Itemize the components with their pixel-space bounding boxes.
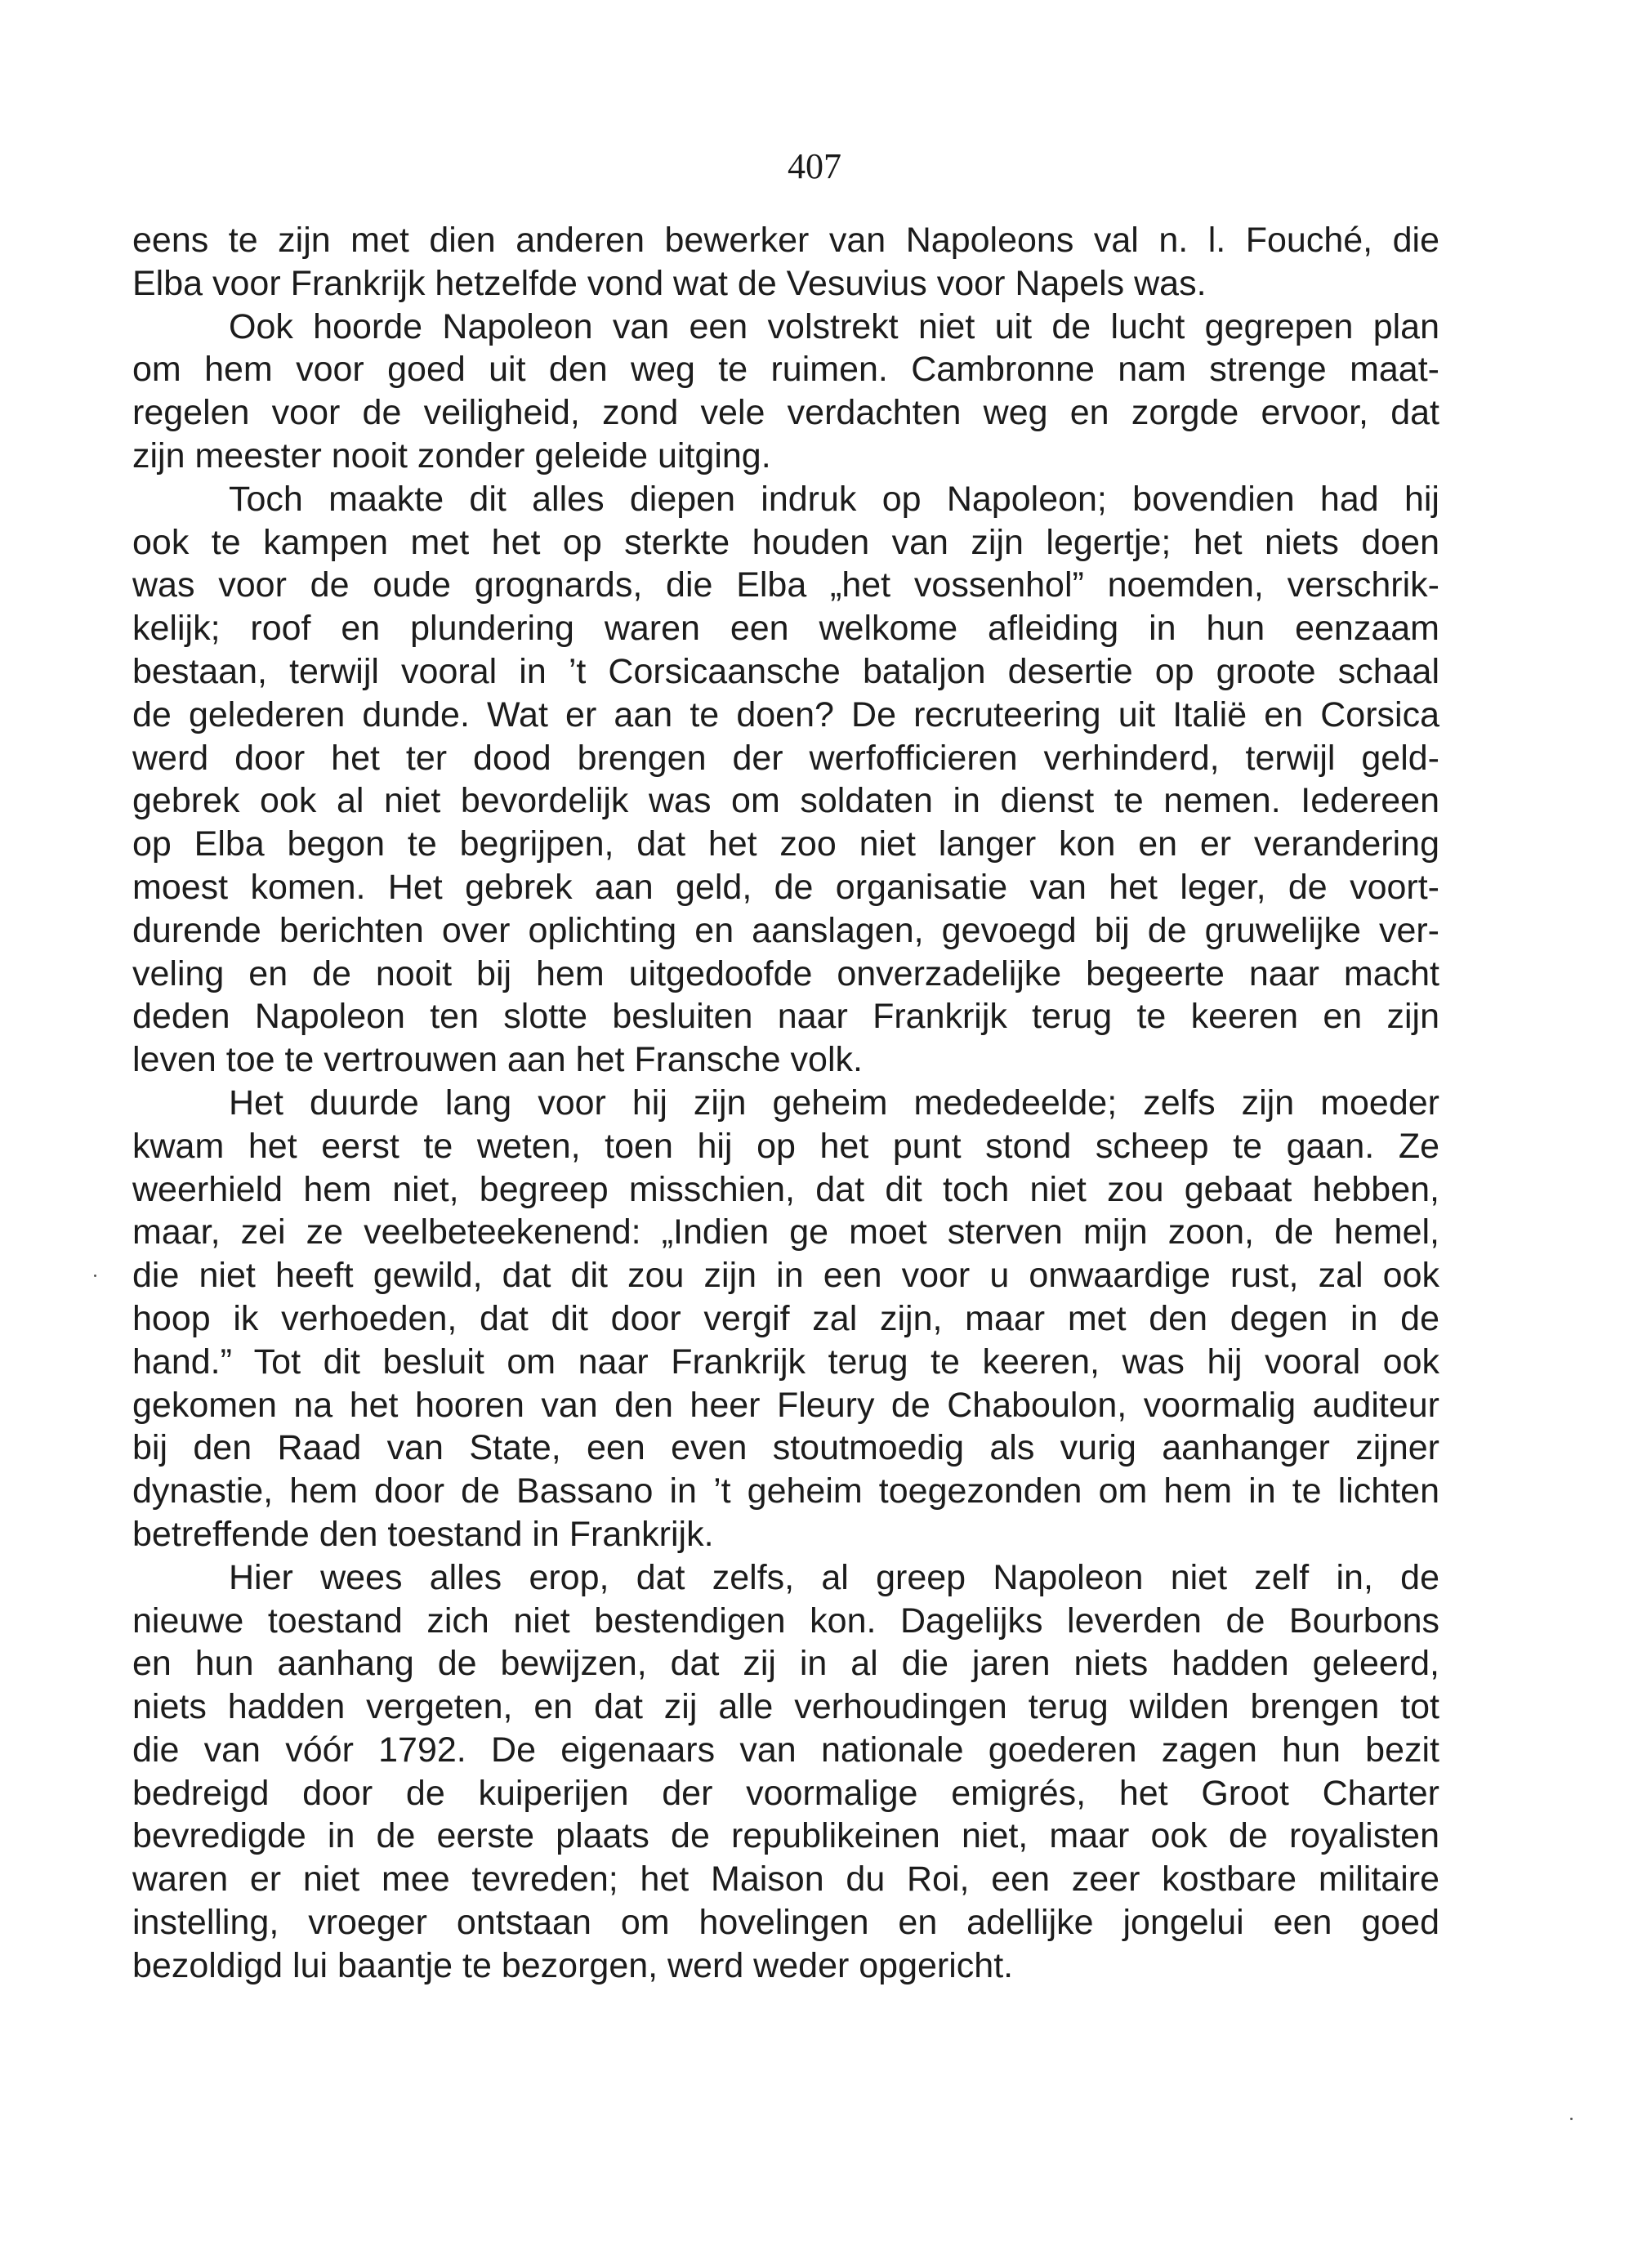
text-line: leven toe te vertrouwen aan het Fransche volk.	[132, 1040, 863, 1080]
text-line: regelen voor de veiligheid, zond vele verdachten weg en zorgde ervoor, dat	[132, 393, 1439, 433]
text-line: niets hadden vergeten, en dat zij alle verhoudingen terug wilden brengen tot	[132, 1687, 1439, 1727]
text-line: Hier wees alles erop, dat zelfs, al greep Napoleon niet zelf in, de	[229, 1557, 1439, 1597]
text-line: ook te kampen met het op sterkte houden van zijn legertje; het niets doen	[132, 522, 1439, 562]
text-line: moest komen. Het gebrek aan geld, de organisatie van het leger, de voort-	[132, 867, 1439, 907]
paragraph	[132, 306, 1439, 478]
paragraph	[132, 478, 1439, 1082]
text-line: die van vóór 1792. De eigenaars van nationale goederen zagen hun bezit	[132, 1730, 1439, 1770]
text-line: was voor de oude grognards, die Elba „het vossenhol” noemden, verschrik-	[132, 565, 1439, 605]
text-line: en hun aanhang de bewijzen, dat zij in al die jaren niets hadden geleerd,	[132, 1644, 1439, 1684]
text-line: bevredigde in de eerste plaats de republikeinen niet, maar ook de royalisten	[132, 1816, 1439, 1856]
paragraph	[132, 1082, 1439, 1556]
text-line: die niet heeft gewild, dat dit zou zijn in een voor u onwaardige rust, zal ook	[132, 1256, 1439, 1296]
text-line: bedreigd door de kuiperijen der voormalige emigrés, het Groot Charter	[132, 1773, 1439, 1813]
text-line: Het duurde lang voor hij zijn geheim mededeelde; zelfs zijn moeder	[229, 1083, 1439, 1123]
scan-speck	[1570, 2118, 1573, 2120]
text-line: Toch maakte dit alles diepen indruk op Napoleon; bovendien had hij	[229, 479, 1439, 519]
text-line: bij den Raad van State, een even stoutmoedig als vurig aanhanger zijner	[132, 1428, 1439, 1468]
text-line: veling en de nooit bij hem uitgedoofde onverzadelijke begeerte naar macht	[132, 953, 1439, 993]
text-line: Ook hoorde Napoleon van een volstrekt niet uit de lucht gegrepen plan	[229, 306, 1439, 346]
paragraph	[132, 219, 1439, 306]
text-line: durende berichten over oplichting en aanslagen, gevoegd bij de gruwelijke ver-	[132, 910, 1439, 950]
text-line: nieuwe toestand zich niet bestendigen kon. Dagelijks leverden de Bourbons	[132, 1601, 1439, 1641]
text-line: instelling, vroeger ontstaan om hovelingen en adellijke jongelui een goed	[132, 1903, 1439, 1943]
page-number: 407	[788, 146, 841, 186]
text-line: deden Napoleon ten slotte besluiten naar Frankrijk terug te keeren en zijn	[132, 997, 1439, 1037]
body-text	[132, 219, 1439, 1988]
text-line: betreffende den toestand in Frankrijk.	[132, 1514, 714, 1554]
scan-speck	[94, 1275, 96, 1277]
text-line: zijn meester nooit zonder geleide uitging.	[132, 435, 771, 475]
paragraph	[132, 1556, 1439, 1988]
text-line: hand.” Tot dit besluit om naar Frankrijk terug te keeren, was hij vooral ook	[132, 1342, 1439, 1382]
text-line: de gelederen dunde. Wat er aan te doen? De recruteering uit Italië en Corsica	[132, 694, 1439, 734]
text-line: om hem voor goed uit den weg te ruimen. Cambronne nam strenge maat-	[132, 350, 1439, 390]
text-line: werd door het ter dood brengen der werfofficieren verhinderd, terwijl geld-	[132, 738, 1439, 778]
text-line: bezoldigd lui baantje te bezorgen, werd weder opgericht.	[132, 1945, 1014, 1985]
text-line: gebrek ook al niet bevordelijk was om soldaten in dienst te nemen. Iedereen	[132, 781, 1439, 821]
text-line: bestaan, terwijl vooral in ’t Corsicaansche bataljon desertie op groote schaal	[132, 651, 1439, 691]
text-line: weerhield hem niet, begreep misschien, dat dit toch niet zou gebaat hebben,	[132, 1169, 1439, 1209]
text-line: hoop ik verhoeden, dat dit door vergif zal zijn, maar met den degen in de	[132, 1298, 1439, 1338]
text-line: Elba voor Frankrijk hetzelfde vond wat de Vesuvius voor Napels was.	[132, 263, 1207, 303]
text-line: eens te zijn met dien anderen bewerker van Napoleons val n. l. Fouché, die	[132, 221, 1439, 260]
text-line: op Elba begon te begrijpen, dat het zoo niet langer kon en er verandering	[132, 824, 1439, 864]
text-line: kelijk; roof en plundering waren een welkome afleiding in hun eenzaam	[132, 609, 1439, 649]
text-line: dynastie, hem door de Bassano in ’t geheim toegezonden om hem in te lichten	[132, 1471, 1439, 1511]
text-line: maar, zei ze veelbeteekenend: „Indien ge moet sterven mijn zoon, de hemel,	[132, 1212, 1439, 1252]
text-line: gekomen na het hooren van den heer Fleury de Chaboulon, voormalig auditeur	[132, 1385, 1439, 1425]
text-line: waren er niet mee tevreden; het Maison du Roi, een zeer kostbare militaire	[132, 1859, 1439, 1900]
text-line: kwam het eerst te weten, toen hij op het punt stond scheep te gaan. Ze	[132, 1126, 1439, 1166]
